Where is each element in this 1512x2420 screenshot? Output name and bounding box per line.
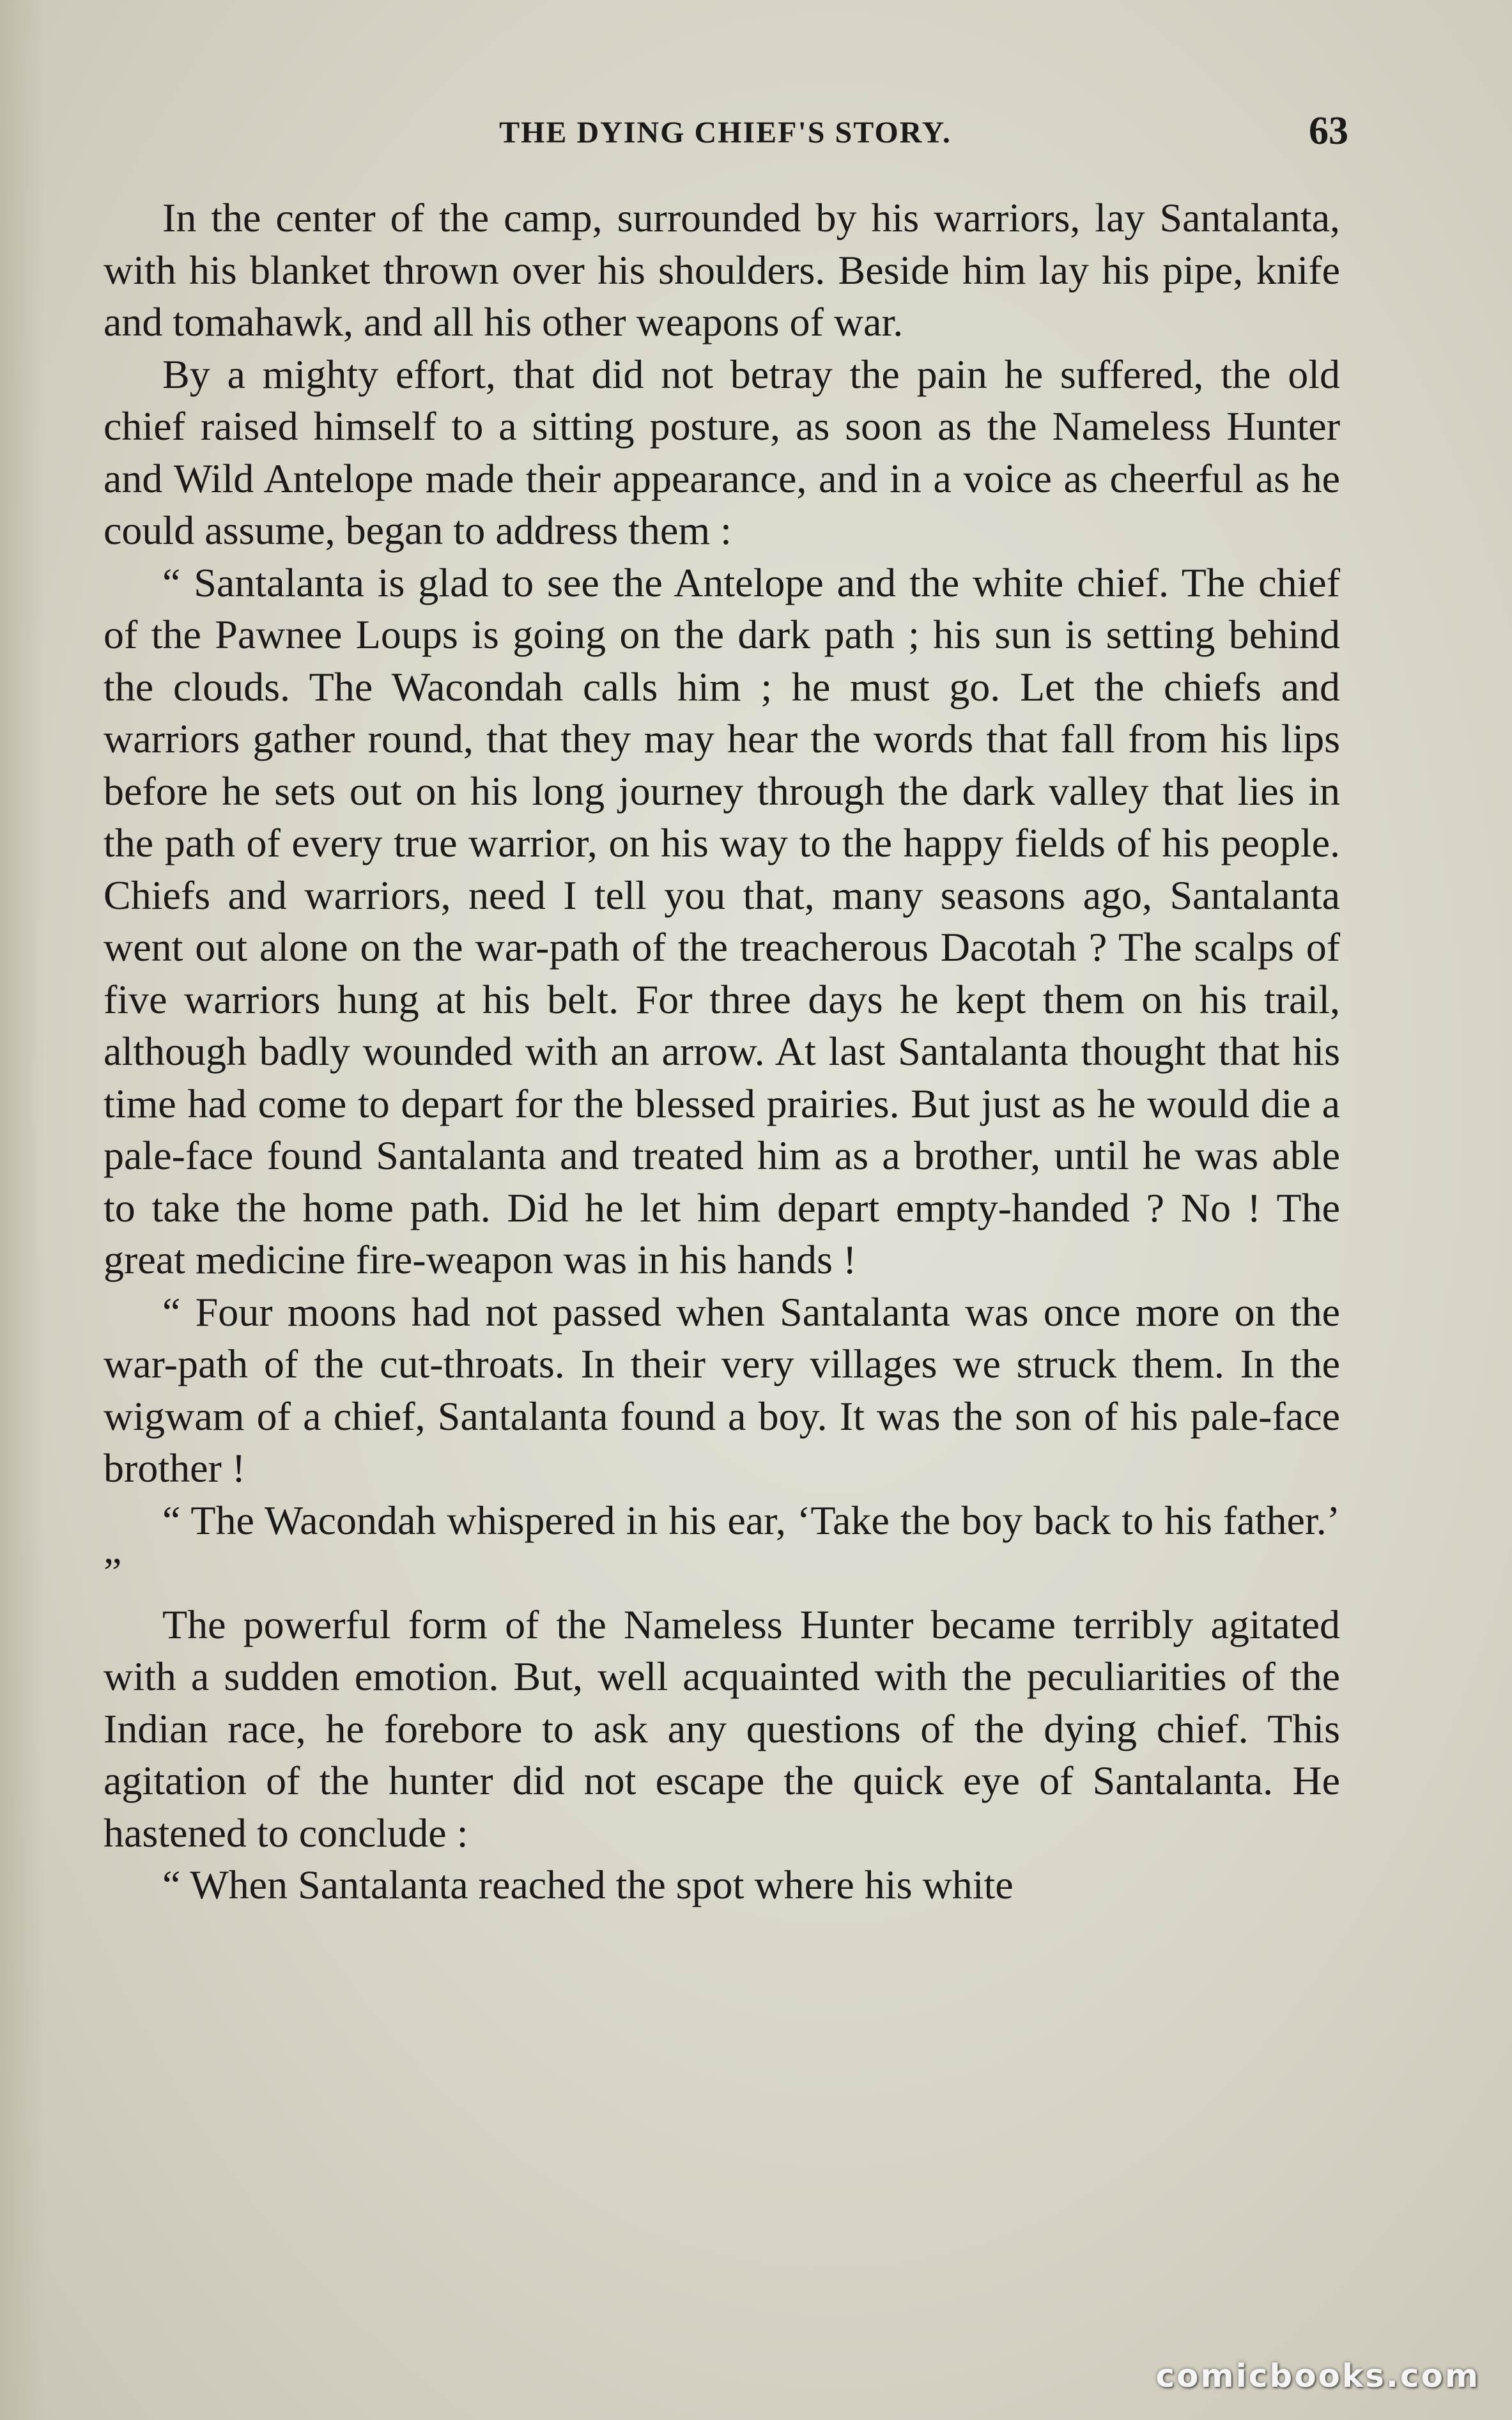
paragraph: “ Santalanta is glad to see the Antelope and the white chief. The chief of the Pawnee Loups is going on the dark path ; his sun is setting behind the clouds. The Wacondah calls him ; he must go. Let the chiefs and warriors gather round, that they may hear the words that fall from his lips before he sets out on his long journey through the dark valley that lies in the path of every true warrior, on his way to the happy fields of his people. Chiefs and warriors, need I tell you that, many seasons ago, Santalanta went out alone on the war-path of the treacherous Dacotah ? The scalps of five warriors hung at his belt. For three days he kept them on his trail, although badly wounded with an arrow. At last Santalanta thought that his time had come to depart for the blessed prairies. But just as he would die a pale-face found Santalanta and treated him as a brother, until he was able to take the home path. Did he let him depart empty-handed ? No ! The great medicine fire-weapon was in his hands !	[104, 559, 1340, 1282]
paragraph: By a mighty effort, that did not betray the pain he suffered, the old chief raised himself to a sitting posture, as soon as the Nameless Hunter and Wild Antelope made their appearance, and in a voice as cheerful as he could assume, began to address them :	[104, 351, 1340, 553]
paragraph: “ Four moons had not passed when Santalanta was once more on the war-path of the cut-throats. In their very villages we struck them. In the wigwam of a chief, Santalanta found a boy. It was the son of his pale-face brother !	[104, 1289, 1340, 1491]
paragraph: In the center of the camp, surrounded by his warriors, lay Santalanta, with his blanket thrown over his shoulders. Beside him lay his pipe, knife and tomahawk, and all his other weapons of war.	[104, 195, 1340, 345]
page-binding-edge	[0, 0, 45, 2420]
running-title: THE DYING CHIEF'S STORY.	[499, 116, 952, 150]
paragraph: The powerful form of the Nameless Hunter became terribly agitated with a sudden emotion. But, well acquainted with the peculiarities of the Indian race, he forebore to ask any questions of the dying chief. This agitation of the hunter did not escape the quick eye of Santalanta. He hastened to conclude :	[104, 1601, 1340, 1856]
body-text	[104, 192, 1340, 1911]
paragraph: “ When Santalanta reached the spot where his white	[162, 1862, 1014, 1907]
paragraph: “ The Wacondah whispered in his ear, ‘Take the boy back to his father.’ ”	[104, 1497, 1340, 1595]
running-head	[102, 109, 1348, 166]
watermark-text: comicbooks.com	[1155, 2357, 1480, 2394]
page-number: 63	[1309, 109, 1348, 153]
